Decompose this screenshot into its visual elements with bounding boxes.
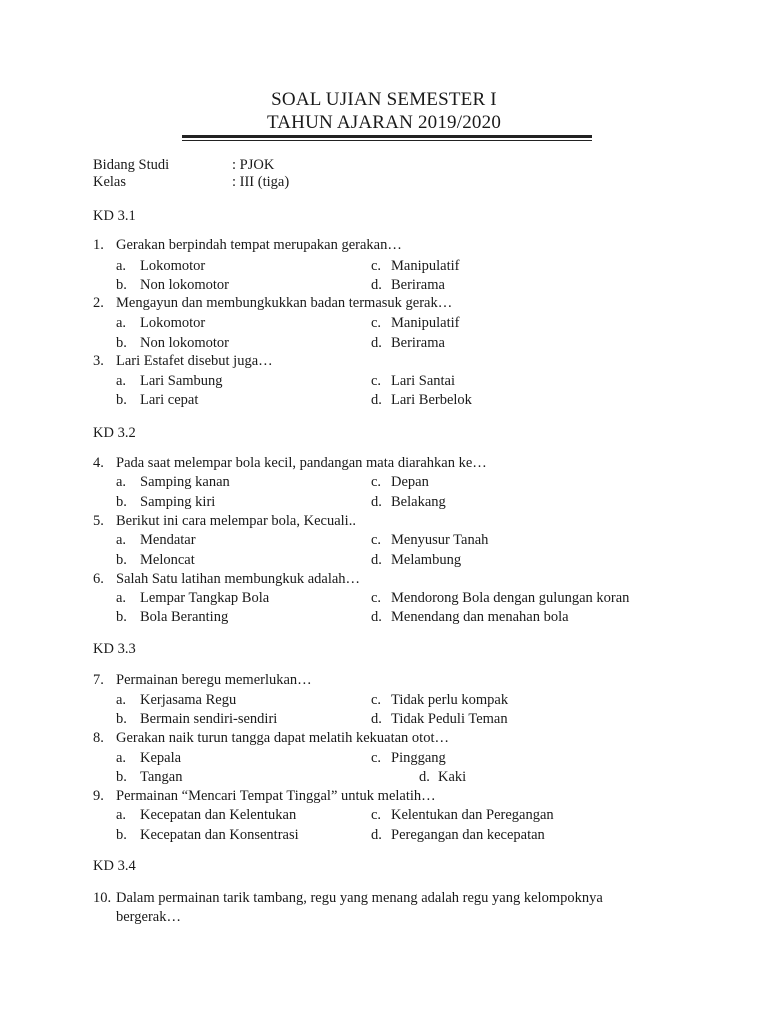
question-text: Mengayun dan membungkukkan badan termasuk gerak… — [116, 295, 453, 311]
option-letter: b. — [116, 769, 127, 785]
option-letter: a. — [116, 373, 127, 389]
option-letter: a. — [116, 692, 127, 708]
question-number: 5. — [93, 513, 104, 529]
question-number: 7. — [93, 672, 104, 688]
option-letter: b. — [116, 827, 127, 843]
option-letter: c. — [371, 474, 382, 490]
exam-title: SOAL UJIAN SEMESTER I — [271, 89, 497, 110]
option-a: Kecepatan dan Kelentukan — [140, 807, 297, 823]
option-letter: b. — [116, 494, 127, 510]
option-d: Berirama — [391, 277, 445, 293]
option-letter: d. — [371, 392, 382, 408]
option-c: Depan — [391, 474, 429, 490]
question-number: 1. — [93, 237, 104, 253]
academic-year-title: TAHUN AJARAN 2019/2020 — [266, 112, 502, 133]
option-letter: b. — [116, 552, 127, 568]
option-d: Lari Berbelok — [391, 392, 472, 408]
option-a: Lokomotor — [140, 315, 206, 331]
option-b: Tangan — [140, 769, 183, 785]
option-d: Melambung — [391, 552, 462, 568]
option-c: Manipulatif — [391, 315, 460, 331]
option-letter: b. — [116, 711, 127, 727]
section-heading: KD 3.1 — [93, 208, 136, 224]
option-letter: c. — [371, 258, 382, 274]
option-d: Kaki — [438, 769, 467, 785]
option-a: Lempar Tangkap Bola — [140, 590, 270, 606]
question-number: 8. — [93, 730, 104, 746]
question-number: 10. — [93, 890, 112, 906]
question-text: Salah Satu latihan membungkuk adalah… — [116, 571, 361, 587]
option-letter: d. — [371, 335, 382, 351]
section-heading: KD 3.4 — [93, 858, 136, 874]
option-c: Pinggang — [391, 750, 446, 766]
option-letter: d. — [371, 609, 382, 625]
question-number: 6. — [93, 571, 104, 587]
question-text: Berikut ini cara melempar bola, Kecuali.. — [116, 513, 356, 529]
option-c: Menyusur Tanah — [391, 532, 489, 548]
option-a: Lokomotor — [140, 258, 206, 274]
option-letter: a. — [116, 315, 127, 331]
question-text: Dalam permainan tarik tambang, regu yang menang adalah regu yang kelompoknya — [116, 890, 603, 906]
option-letter: d. — [371, 827, 382, 843]
option-b: Non lokomotor — [140, 335, 230, 351]
class-value: : III (tiga) — [232, 174, 290, 190]
section-heading: KD 3.3 — [93, 641, 136, 657]
option-d: Tidak Peduli Teman — [391, 711, 508, 727]
option-letter: d. — [371, 494, 382, 510]
title-divider-thick — [182, 135, 592, 138]
question-text-continued: bergerak… — [116, 909, 181, 925]
question-number: 4. — [93, 455, 104, 471]
option-letter: a. — [116, 590, 127, 606]
option-b: Samping kiri — [140, 494, 216, 510]
question-text: Permainan beregu memerlukan… — [116, 672, 312, 688]
option-b: Kecepatan dan Konsentrasi — [140, 827, 299, 843]
question-text: Lari Estafet disebut juga… — [116, 353, 273, 369]
option-letter: d. — [371, 552, 382, 568]
option-d: Berirama — [391, 335, 445, 351]
option-letter: b. — [116, 392, 127, 408]
option-b: Non lokomotor — [140, 277, 230, 293]
option-a: Lari Sambung — [140, 373, 223, 389]
option-d: Peregangan dan kecepatan — [391, 827, 545, 843]
question-number: 3. — [93, 353, 104, 369]
option-letter: c. — [371, 532, 382, 548]
option-letter: c. — [371, 373, 382, 389]
title-divider-thin — [182, 140, 592, 141]
option-c: Lari Santai — [391, 373, 456, 389]
option-d: Belakang — [391, 494, 446, 510]
question-text: Gerakan berpindah tempat merupakan gerakan… — [116, 237, 402, 253]
subject-value: : PJOK — [232, 157, 275, 173]
question-number: 2. — [93, 295, 104, 311]
option-letter: b. — [116, 609, 127, 625]
option-a: Mendatar — [140, 532, 196, 548]
option-letter: c. — [371, 750, 382, 766]
option-letter: d. — [419, 769, 430, 785]
question-text: Pada saat melempar bola kecil, pandangan mata diarahkan ke… — [116, 455, 487, 471]
option-a: Kerjasama Regu — [140, 692, 237, 708]
question-text: Gerakan naik turun tangga dapat melatih kekuatan otot… — [116, 730, 449, 746]
question-text: Permainan “Mencari Tempat Tinggal” untuk melatih… — [116, 788, 436, 804]
option-letter: a. — [116, 474, 127, 490]
subject-label: Bidang Studi — [93, 157, 170, 173]
option-c: Tidak perlu kompak — [391, 692, 509, 708]
option-letter: d. — [371, 711, 382, 727]
section-heading: KD 3.2 — [93, 425, 136, 441]
option-b: Meloncat — [140, 552, 195, 568]
class-label: Kelas — [93, 174, 127, 190]
option-letter: c. — [371, 807, 382, 823]
option-letter: c. — [371, 692, 382, 708]
option-letter: a. — [116, 532, 127, 548]
option-letter: d. — [371, 277, 382, 293]
option-b: Bermain sendiri-sendiri — [140, 711, 278, 727]
option-letter: a. — [116, 807, 127, 823]
option-letter: b. — [116, 277, 127, 293]
option-b: Lari cepat — [140, 392, 199, 408]
question-number: 9. — [93, 788, 104, 804]
option-a: Kepala — [140, 750, 182, 766]
option-c: Manipulatif — [391, 258, 460, 274]
option-b: Bola Beranting — [140, 609, 229, 625]
option-letter: a. — [116, 258, 127, 274]
option-letter: c. — [371, 590, 382, 606]
option-c: Mendorong Bola dengan gulungan koran — [391, 590, 630, 606]
option-c: Kelentukan dan Peregangan — [391, 807, 554, 823]
option-letter: c. — [371, 315, 382, 331]
option-letter: a. — [116, 750, 127, 766]
option-d: Menendang dan menahan bola — [391, 609, 569, 625]
option-a: Samping kanan — [140, 474, 230, 490]
option-letter: b. — [116, 335, 127, 351]
